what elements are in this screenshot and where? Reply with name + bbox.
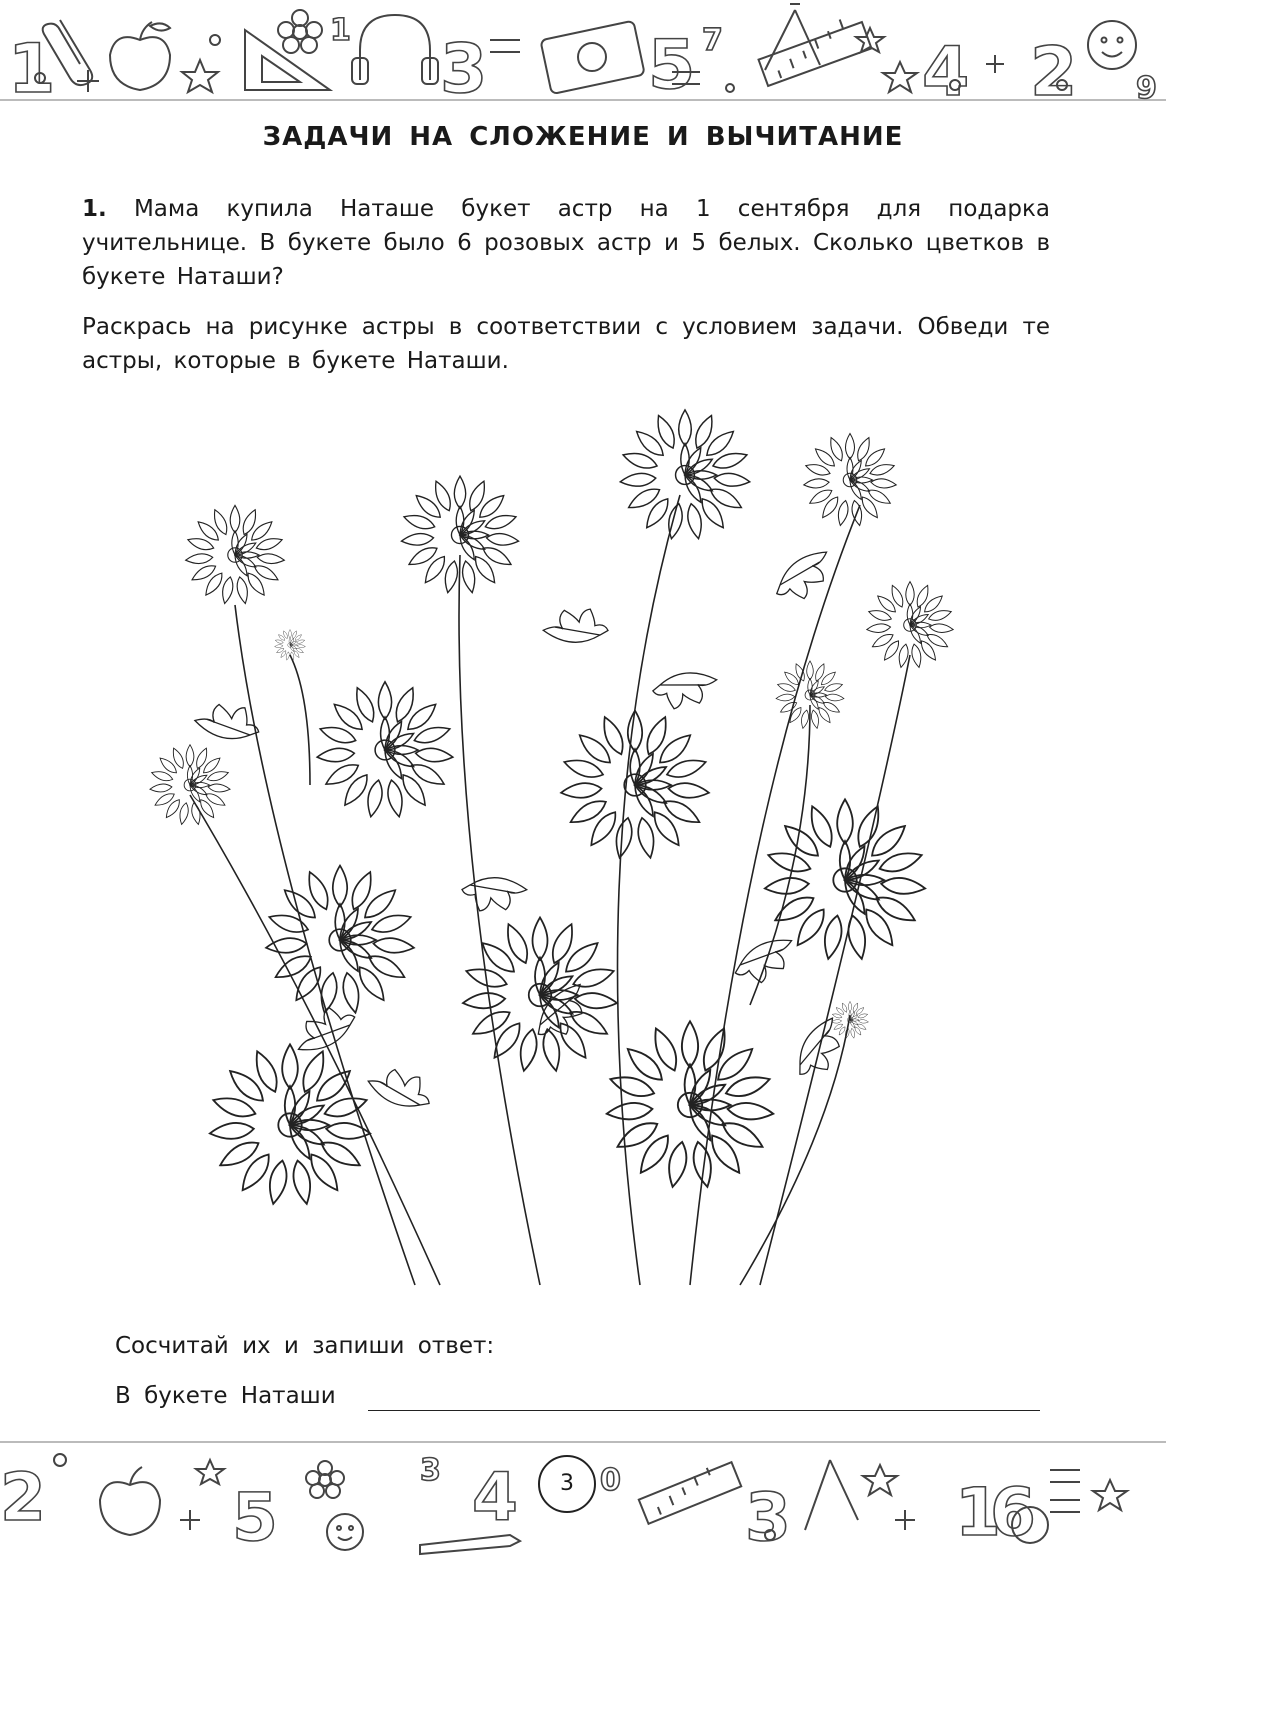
page-title: ЗАДАЧИ НА СЛОЖЕНИЕ И ВЫЧИТАНИЕ: [262, 122, 904, 152]
star-icon: [883, 62, 917, 92]
doodle-digit: 7: [702, 23, 723, 58]
plus-icon: [986, 55, 1004, 73]
page-number: 3: [560, 1471, 574, 1496]
plus-icon: [77, 70, 99, 92]
answer-row: [115, 1383, 1045, 1417]
star-icon: [863, 1465, 897, 1495]
doodle-digit: 0: [600, 1463, 621, 1498]
smiley-face-icon: [327, 1514, 363, 1550]
answer-label: В букете Наташи: [115, 1383, 336, 1409]
doodle-digit: 1: [955, 1474, 1001, 1551]
star-icon: [182, 60, 218, 92]
doodle-digit: 5: [232, 1479, 278, 1556]
headphones-icon: [360, 15, 430, 80]
smiley-face-icon: [1088, 21, 1136, 69]
doodle-digit: 4: [922, 33, 970, 110]
page-number-badge: [538, 1455, 596, 1513]
pencil-icon: [420, 1535, 520, 1554]
doodle-digit: 1: [8, 30, 56, 109]
doodle-digit: 9: [1136, 71, 1157, 106]
compass-icon: [805, 1460, 858, 1530]
apple-icon: [100, 1467, 160, 1535]
doodle-digit: 2: [1030, 33, 1078, 110]
task-number: 1.: [82, 196, 107, 222]
doodle-digit: 3: [420, 1453, 441, 1488]
count-prompt: Сосчитай их и запиши ответ:: [115, 1333, 495, 1359]
plus-icon: [895, 1510, 915, 1530]
equals-icon: [1050, 1500, 1080, 1512]
star-icon: [1093, 1480, 1127, 1510]
banknote-icon: [540, 21, 644, 95]
doodle-digit: 3: [440, 30, 488, 109]
equals-icon: [1050, 1470, 1080, 1482]
flower-icon: [306, 1461, 344, 1498]
task-text: [82, 192, 1050, 294]
flower-icon: [278, 10, 322, 53]
top-doodle-border: [0, 0, 1166, 110]
doodle-digit: 2: [0, 1459, 46, 1536]
star-icon: [196, 1460, 224, 1484]
compass-icon: [765, 4, 820, 70]
equals-icon: [490, 40, 520, 52]
ruler-icon: [639, 1462, 741, 1524]
doodle-digit: 3: [745, 1479, 791, 1556]
doodle-digit: 6: [990, 1474, 1036, 1551]
doodle-digit: 5: [648, 26, 696, 105]
task-statement: Мама купила Наташе букет астр на 1 сентября для подарка учительнице. В букете было 6 розовых астр и 5 белых. Сколько цветков в букете Наташи?: [82, 196, 1050, 290]
doodle-digit: 4: [472, 1459, 518, 1536]
instruction-text: Раскрась на рисунке астры в соответствии с условием задачи. Обведи те астры, которые в букете Наташи.: [82, 314, 1050, 374]
plus-icon: [180, 1510, 200, 1530]
doodle-digit: 1: [330, 13, 351, 48]
aster-bouquet-illustration: [140, 405, 1020, 1295]
apple-icon: [110, 22, 170, 90]
answer-blank-line[interactable]: [368, 1410, 1040, 1411]
